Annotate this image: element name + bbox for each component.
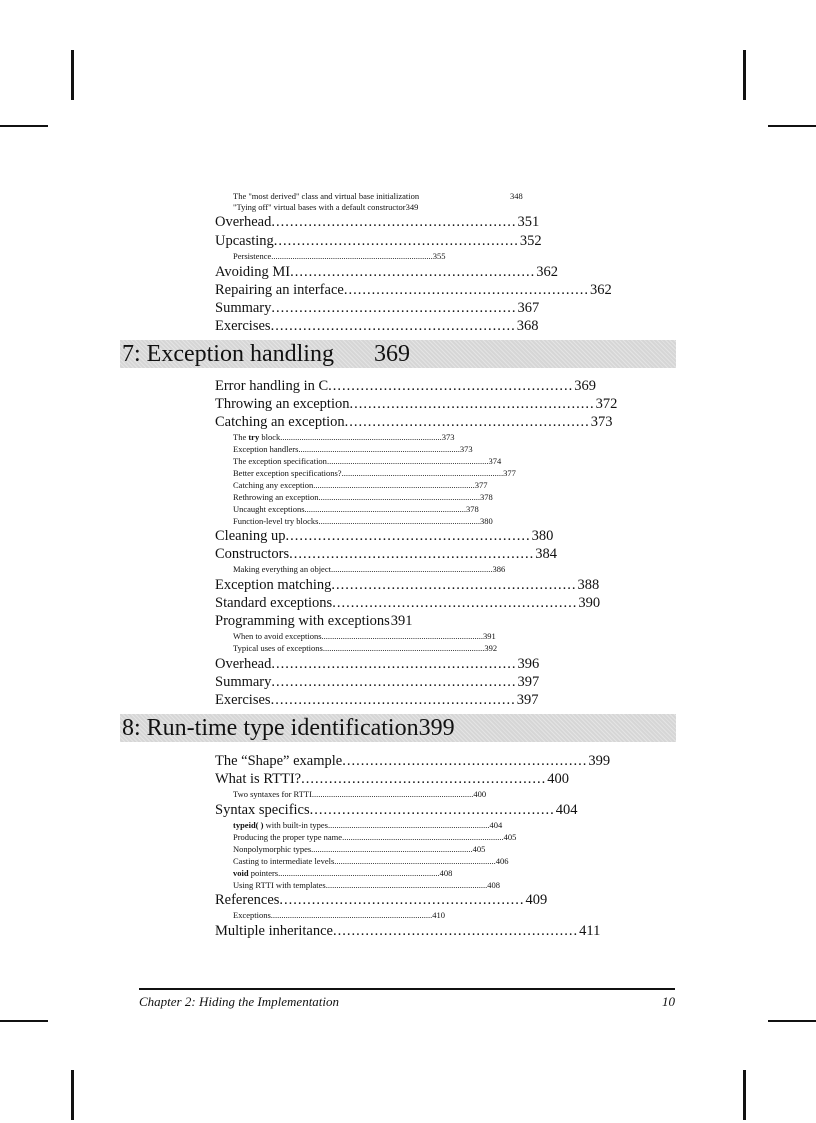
toc-subentry[interactable]: void pointers ............................................................................ 408 [233, 868, 453, 878]
toc-subentry[interactable]: Typical uses of exceptions ............................................................................ 392 [233, 643, 498, 653]
toc-subentry-label: Uncaught exceptions [233, 504, 305, 514]
chapter-page: 369 [373, 341, 410, 367]
toc-subentry-label: typeid( ) with built-in types [233, 820, 328, 830]
toc-subentry-page: 373 [441, 432, 455, 442]
toc-subentry-label: The "most derived" class and virtual base initialization [233, 191, 420, 201]
chapter-heading[interactable] [120, 340, 676, 368]
toc-subentry-label: void pointers [233, 868, 279, 878]
toc-entry-label: References [215, 892, 280, 908]
toc-entry[interactable]: Summary ..................................................... 397 [215, 674, 540, 690]
toc-entry-page: 411 [579, 923, 601, 939]
toc-entry-label: Repairing an interface [215, 282, 344, 298]
toc-subentry-page: 410 [432, 910, 446, 920]
toc-entry-page: 396 [517, 656, 540, 672]
toc-entry-label: Standard exceptions [215, 595, 333, 611]
toc-entry[interactable]: Exception matching ..................................................... 388 [215, 577, 600, 593]
toc-entry-label: Throwing an exception [215, 396, 350, 412]
toc-subentry-page: 349 [405, 202, 419, 212]
crop-mark-top-right [743, 50, 746, 100]
chapter-page: 399 [418, 715, 455, 741]
toc-subentry-page: 380 [479, 516, 493, 526]
toc-entry-page: 409 [525, 892, 548, 908]
toc-subentry[interactable]: Persistence ............................................................................ 355 [233, 251, 446, 261]
toc-entry[interactable]: Upcasting ..................................................... 352 [215, 233, 542, 249]
toc-entry[interactable]: Constructors ..................................................... 384 [215, 546, 557, 562]
toc-entry-label: Programming with exceptions [215, 613, 390, 629]
toc-subentry[interactable]: Function-level try blocks ............................................................................ 380 [233, 516, 493, 526]
toc-subentry-label: Making everything an object [233, 564, 331, 574]
toc-subentry-label: Better exception specifications? [233, 468, 342, 478]
toc-entry-label: Summary [215, 674, 272, 690]
toc-subentry[interactable] [233, 191, 523, 201]
toc-subentry-page: 406 [495, 856, 509, 866]
toc-subentry[interactable]: typeid( ) with built-in types ............................................................................ 404 [233, 820, 503, 830]
toc-entry-page: 362 [589, 282, 612, 298]
toc-entry[interactable]: Summary ..................................................... 367 [215, 300, 540, 316]
crop-mark-top-right [768, 125, 816, 127]
toc-subentry[interactable]: Using RTTI with templates ............................................................................ 408 [233, 880, 500, 890]
toc-entry[interactable]: Avoiding MI ..................................................... 362 [215, 264, 558, 280]
toc-subentry-page: 408 [487, 880, 500, 890]
toc-entry[interactable]: Syntax specifics ..................................................... 404 [215, 802, 578, 818]
footer-page-number: 10 [662, 994, 675, 1009]
toc-entry-label: Avoiding MI [215, 264, 291, 280]
toc-entry-label: Cleaning up [215, 528, 286, 544]
toc-subentry-page: 348 [510, 191, 523, 201]
toc-entry-label: Overhead [215, 656, 272, 672]
toc-entry-label: Exercises [215, 692, 271, 708]
toc-subentry-page: 378 [466, 504, 479, 514]
toc-entry-page: 351 [517, 214, 540, 230]
toc-subentry-page: 374 [488, 456, 502, 466]
crop-mark-top-left [71, 50, 74, 100]
toc-entry[interactable]: Repairing an interface ..................................................... 362 [215, 282, 612, 298]
toc-entry-page: 404 [555, 802, 578, 818]
footer-rule [139, 988, 675, 990]
toc-entry[interactable]: What is RTTI? ..................................................... 400 [215, 771, 569, 787]
toc-subentry[interactable]: Two syntaxes for RTTI ............................................................................ 400 [233, 789, 487, 799]
toc-subentry[interactable]: Exceptions ............................................................................ 410 [233, 910, 446, 920]
toc-entry-label: Summary [215, 300, 272, 316]
toc-subentry-label: "Tying off" virtual bases with a default constructor [233, 202, 406, 212]
crop-mark-top-left [0, 125, 48, 127]
toc-entry[interactable]: The “Shape” example ..................................................... 399 [215, 753, 611, 769]
toc-entry-page: 380 [531, 528, 554, 544]
toc-entry[interactable]: Exercises ..................................................... 368 [215, 318, 539, 334]
toc-entry-label: Exercises [215, 318, 271, 334]
toc-entry-page: 352 [519, 233, 542, 249]
toc-subentry[interactable]: Rethrowing an exception ............................................................................ 378 [233, 492, 493, 502]
toc-subentry[interactable]: Casting to intermediate levels ............................................................................ 406 [233, 856, 509, 866]
toc-entry[interactable]: Throwing an exception ..................................................... 372 [215, 396, 618, 412]
toc-subentry-label: Exception handlers [233, 444, 299, 454]
chapter-heading[interactable] [120, 714, 676, 742]
toc-entry[interactable]: Multiple inheritance ..................................................... 411 [215, 923, 601, 939]
crop-mark-bottom-right [743, 1070, 746, 1120]
toc-entry[interactable]: Error handling in C ..................................................... 369 [215, 378, 597, 394]
toc-entry[interactable]: References ..................................................... 409 [215, 892, 548, 908]
toc-subentry[interactable]: Producing the proper type name ............................................................................ 405 [233, 832, 517, 842]
toc-subentry-page: 405 [472, 844, 486, 854]
toc-entry[interactable]: Overhead ..................................................... 351 [215, 214, 540, 230]
toc-subentry-label: Two syntaxes for RTTI [233, 789, 312, 799]
toc-entry[interactable]: Exercises ..................................................... 397 [215, 692, 539, 708]
toc-entry-label: Constructors [215, 546, 290, 562]
toc-subentry-label: Catching any exception [233, 480, 314, 490]
toc-subentry-page: 377 [474, 480, 488, 490]
toc-subentry-page: 378 [479, 492, 493, 502]
toc-subentry-label: Exceptions [233, 910, 271, 920]
toc-subentry[interactable]: When to avoid exceptions ............................................................................ 391 [233, 631, 496, 641]
toc-subentry-page: 377 [503, 468, 516, 478]
toc-subentry-page: 400 [473, 789, 487, 799]
footer-chapter-label: Chapter 2: Hiding the Implementation [139, 994, 340, 1009]
toc-entry-label: Overhead [215, 214, 272, 230]
toc-entry-page: 362 [536, 264, 558, 280]
toc-entry[interactable] [215, 613, 413, 629]
toc-subentry[interactable]: Nonpolymorphic types ............................................................................ 405 [233, 844, 486, 854]
toc-subentry[interactable]: Catching any exception ............................................................................ 377 [233, 480, 488, 490]
toc-subentry-label: The exception specification [233, 456, 327, 466]
toc-subentry-label: Typical uses of exceptions [233, 643, 323, 653]
toc-subentry-label: Nonpolymorphic types [233, 844, 312, 854]
crop-mark-bottom-left [71, 1070, 74, 1120]
toc-entry-label: Upcasting [215, 233, 274, 249]
toc-entry[interactable]: Standard exceptions ..................................................... 390 [215, 595, 601, 611]
toc-entry-label: The “Shape” example [215, 753, 343, 769]
toc-entry-page: 400 [547, 771, 569, 787]
toc-entry[interactable]: Overhead ..................................................... 396 [215, 656, 540, 672]
toc-entry-page: 369 [574, 378, 597, 394]
toc-subentry-page: 404 [489, 820, 503, 830]
toc-subentry[interactable]: Uncaught exceptions ............................................................................ 378 [233, 504, 479, 514]
toc-subentry-label: Using RTTI with templates [233, 880, 326, 890]
toc-entry[interactable]: Cleaning up ..................................................... 380 [215, 528, 554, 544]
toc-subentry-label: Casting to intermediate levels [233, 856, 335, 866]
toc-subentry-page: 392 [484, 643, 498, 653]
toc-subentry[interactable]: The try block ............................................................................ 373 [233, 432, 455, 442]
toc-entry-page: 397 [517, 674, 540, 690]
toc-subentry-page: 405 [503, 832, 517, 842]
crop-mark-bottom-left [0, 1020, 48, 1022]
toc-subentry-label: Persistence [233, 251, 272, 261]
toc-entry-page: 384 [535, 546, 557, 562]
toc-subentry-page: 355 [432, 251, 446, 261]
toc-entry-label: Exception matching [215, 577, 332, 593]
toc-entry-page: 368 [516, 318, 539, 334]
toc-subentry-page: 408 [439, 868, 453, 878]
toc-subentry-label: The try block [233, 432, 281, 442]
toc-entry-label: Multiple inheritance [215, 923, 333, 939]
toc-subentry[interactable]: Making everything an object ............................................................................ 386 [233, 564, 506, 574]
toc-entry[interactable]: Catching an exception ..................................................... 373 [215, 414, 613, 430]
toc-entry-page: 399 [588, 753, 611, 769]
toc-entry-label: Syntax specifics [215, 802, 310, 818]
toc-subentry-label: When to avoid exceptions [233, 631, 322, 641]
toc-subentry-page: 391 [483, 631, 496, 641]
toc-entry-label: Catching an exception [215, 414, 345, 430]
toc-subentry[interactable]: Better exception specifications? ............................................................................ 377 [233, 468, 516, 478]
toc-entry-page: 388 [577, 577, 600, 593]
toc-entry-page: 391 [390, 613, 413, 629]
toc-entry-page: 373 [590, 414, 613, 430]
toc-subentry[interactable]: The exception specification ............................................................................ 374 [233, 456, 502, 466]
toc-entry-page: 397 [516, 692, 539, 708]
toc-entry-page: 390 [578, 595, 601, 611]
crop-mark-bottom-right [768, 1020, 816, 1022]
toc-entry-label: What is RTTI? [215, 771, 302, 787]
toc-subentry-page: 373 [459, 444, 473, 454]
toc-subentry-page: 386 [492, 564, 506, 574]
chapter-title: 8: Run-time type identification [122, 715, 419, 741]
toc-entry-page: 367 [517, 300, 540, 316]
toc-subentry-label: Function-level try blocks [233, 516, 319, 526]
toc-subentry-label: Producing the proper type name [233, 832, 343, 842]
toc-entry-page: 372 [595, 396, 618, 412]
toc-subentry[interactable] [233, 202, 418, 212]
chapter-title: 7: Exception handling [122, 341, 334, 367]
toc-entry-label: Error handling in C [215, 378, 329, 394]
toc-subentry-label: Rethrowing an exception [233, 492, 319, 502]
toc-subentry[interactable]: Exception handlers ............................................................................ 373 [233, 444, 473, 454]
